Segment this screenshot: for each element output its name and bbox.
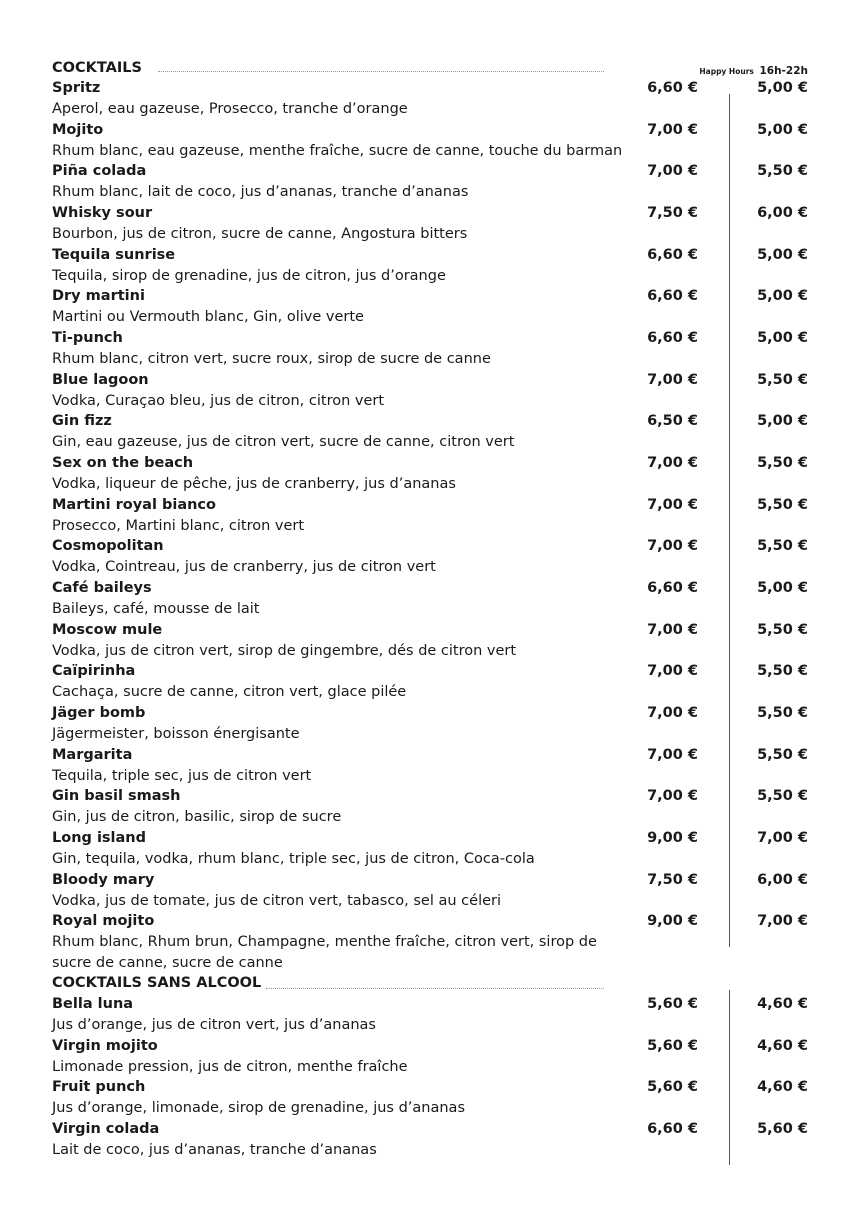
item-description: Jus d’orange, jus de citron vert, jus d’ananas <box>52 1017 376 1033</box>
item-name: Whisky sour <box>52 205 153 221</box>
item-name: Bella luna <box>52 996 134 1012</box>
happy-hours-divider-2 <box>729 990 730 1165</box>
item-name: Tequila sunrise <box>52 246 176 263</box>
item-name: Long island <box>52 830 147 847</box>
item-name: Cosmopolitan <box>52 538 164 555</box>
item-happy-hour-price: 7,00 € <box>757 830 808 847</box>
item-happy-hour-price: 5,50 € <box>757 621 808 638</box>
item-price: 7,00 € <box>647 455 698 472</box>
item-description: Vodka, jus de citron vert, sirop de gingembre, dés de citron vert <box>52 642 517 659</box>
item-description: Aperol, eau gazeuse, Prosecco, tranche d’orange <box>52 101 408 117</box>
item-happy-hour-price: 4,60 € <box>757 1037 808 1054</box>
item-name: Martini royal bianco <box>52 496 216 513</box>
item-name: Margarita <box>52 746 133 763</box>
item-price: 6,50 € <box>647 413 698 430</box>
item-description: Limonade pression, jus de citron, menthe fraîche <box>52 1058 408 1075</box>
item-happy-hour-price: 5,00 € <box>757 330 808 347</box>
happy-hours-divider <box>729 94 730 947</box>
happy-hours-label: Happy Hours <box>699 67 754 76</box>
item-name: Blue lagoon <box>52 371 149 388</box>
item-name: Bloody mary <box>52 871 155 888</box>
item-name: Moscow mule <box>52 621 163 638</box>
item-price: 7,00 € <box>647 746 698 763</box>
item-happy-hour-price: 5,00 € <box>757 413 808 430</box>
item-description: Prosecco, Martini blanc, citron vert <box>52 517 305 534</box>
item-happy-hour-price: 5,00 € <box>757 288 808 305</box>
item-price: 7,00 € <box>647 538 698 555</box>
item-name: Virgin colada <box>52 1120 160 1137</box>
item-price: 5,60 € <box>647 996 698 1012</box>
item-description: Rhum blanc, citron vert, sucre roux, sirop de sucre de canne <box>52 351 491 368</box>
item-description: Rhum blanc, lait de coco, jus d’ananas, tranche d’ananas <box>52 184 469 201</box>
section-title-cocktails: COCKTAILS <box>52 60 142 76</box>
item-price: 5,60 € <box>647 1079 698 1095</box>
item-price: 5,60 € <box>647 1037 698 1054</box>
item-price: 6,60 € <box>647 330 698 347</box>
item-happy-hour-price: 5,50 € <box>757 746 808 763</box>
item-happy-hour-price: 5,00 € <box>757 246 808 263</box>
section-dots-sans-alcool <box>266 988 604 989</box>
happy-hours-time: 16h-22h <box>759 65 808 77</box>
item-description: Vodka, Cointreau, jus de cranberry, jus de citron vert <box>52 559 436 576</box>
item-price: 7,00 € <box>647 121 698 138</box>
item-happy-hour-price: 5,00 € <box>757 121 808 138</box>
item-happy-hour-price: 6,00 € <box>757 205 808 221</box>
item-name: Dry martini <box>52 288 145 305</box>
item-description: Rhum blanc, Rhum brun, Champagne, menthe fraîche, citron vert, sirop de sucre de canne, sucre de canne <box>52 934 597 972</box>
item-price: 7,00 € <box>647 663 698 680</box>
item-happy-hour-price: 5,50 € <box>757 496 808 513</box>
item-price: 6,60 € <box>647 80 698 96</box>
item-price: 6,60 € <box>647 288 698 305</box>
item-name: Gin fizz <box>52 413 112 430</box>
item-description: Vodka, liqueur de pêche, jus de cranberry, jus d’ananas <box>52 476 456 493</box>
item-description: Vodka, jus de tomate, jus de citron vert, tabasco, sel au céleri <box>52 892 502 909</box>
item-description: Gin, eau gazeuse, jus de citron vert, sucre de canne, citron vert <box>52 434 515 451</box>
item-happy-hour-price: 5,50 € <box>757 705 808 722</box>
item-name: Royal mojito <box>52 913 155 930</box>
item-price: 7,00 € <box>647 371 698 388</box>
item-description: Gin, tequila, vodka, rhum blanc, triple sec, jus de citron, Coca-cola <box>52 851 535 868</box>
item-happy-hour-price: 4,60 € <box>757 996 808 1012</box>
item-price: 6,60 € <box>647 580 698 597</box>
item-name: Gin basil smash <box>52 788 181 805</box>
item-happy-hour-price: 5,50 € <box>757 455 808 472</box>
item-name: Caïpirinha <box>52 663 136 680</box>
item-description: Martini ou Vermouth blanc, Gin, olive verte <box>52 309 364 326</box>
section-title-sans-alcool: COCKTAILS SANS ALCOOL <box>52 975 262 991</box>
item-happy-hour-price: 7,00 € <box>757 913 808 930</box>
item-description: Bourbon, jus de citron, sucre de canne, Angostura bitters <box>52 226 468 242</box>
item-description: Rhum blanc, eau gazeuse, menthe fraîche, sucre de canne, touche du barman <box>52 142 623 159</box>
item-description: Lait de coco, jus d’ananas, tranche d’ananas <box>52 1141 377 1158</box>
item-happy-hour-price: 5,50 € <box>757 538 808 555</box>
item-happy-hour-price: 5,50 € <box>757 163 808 180</box>
item-happy-hour-price: 5,00 € <box>757 580 808 597</box>
item-price: 6,60 € <box>647 246 698 263</box>
item-name: Café baileys <box>52 580 152 597</box>
item-description: Tequila, triple sec, jus de citron vert <box>52 767 312 784</box>
item-happy-hour-price: 6,00 € <box>757 871 808 888</box>
item-name: Piña colada <box>52 163 147 180</box>
item-price: 7,00 € <box>647 163 698 180</box>
item-name: Fruit punch <box>52 1079 146 1095</box>
item-price: 7,00 € <box>647 705 698 722</box>
item-price: 6,60 € <box>647 1120 698 1137</box>
item-description: Vodka, Curaçao bleu, jus de citron, citron vert <box>52 392 385 409</box>
item-description: Gin, jus de citron, basilic, sirop de sucre <box>52 809 342 826</box>
item-name: Spritz <box>52 80 101 96</box>
item-happy-hour-price: 5,50 € <box>757 371 808 388</box>
item-description: Jus d’orange, limonade, sirop de grenadine, jus d’ananas <box>52 1100 466 1116</box>
item-description: Jägermeister, boisson énergisante <box>52 726 300 743</box>
item-price: 9,00 € <box>647 830 698 847</box>
item-description: Tequila, sirop de grenadine, jus de citron, jus d’orange <box>52 267 446 284</box>
item-price: 9,00 € <box>647 913 698 930</box>
item-name: Ti-punch <box>52 330 123 347</box>
item-price: 7,50 € <box>647 871 698 888</box>
item-name: Virgin mojito <box>52 1037 158 1054</box>
section-dots-cocktails <box>158 71 604 72</box>
item-happy-hour-price: 5,50 € <box>757 788 808 805</box>
item-name: Sex on the beach <box>52 455 194 472</box>
happy-hours-header <box>699 62 808 79</box>
item-price: 7,00 € <box>647 496 698 513</box>
item-description: Cachaça, sucre de canne, citron vert, glace pilée <box>52 684 407 701</box>
item-price: 7,00 € <box>647 621 698 638</box>
item-happy-hour-price: 5,60 € <box>757 1120 808 1137</box>
item-name: Mojito <box>52 121 104 138</box>
item-description: Baileys, café, mousse de lait <box>52 601 260 618</box>
item-price: 7,00 € <box>647 788 698 805</box>
item-happy-hour-price: 5,50 € <box>757 663 808 680</box>
item-happy-hour-price: 5,00 € <box>757 80 808 96</box>
item-happy-hour-price: 4,60 € <box>757 1079 808 1095</box>
item-name: Jäger bomb <box>52 705 146 722</box>
item-price: 7,50 € <box>647 205 698 221</box>
